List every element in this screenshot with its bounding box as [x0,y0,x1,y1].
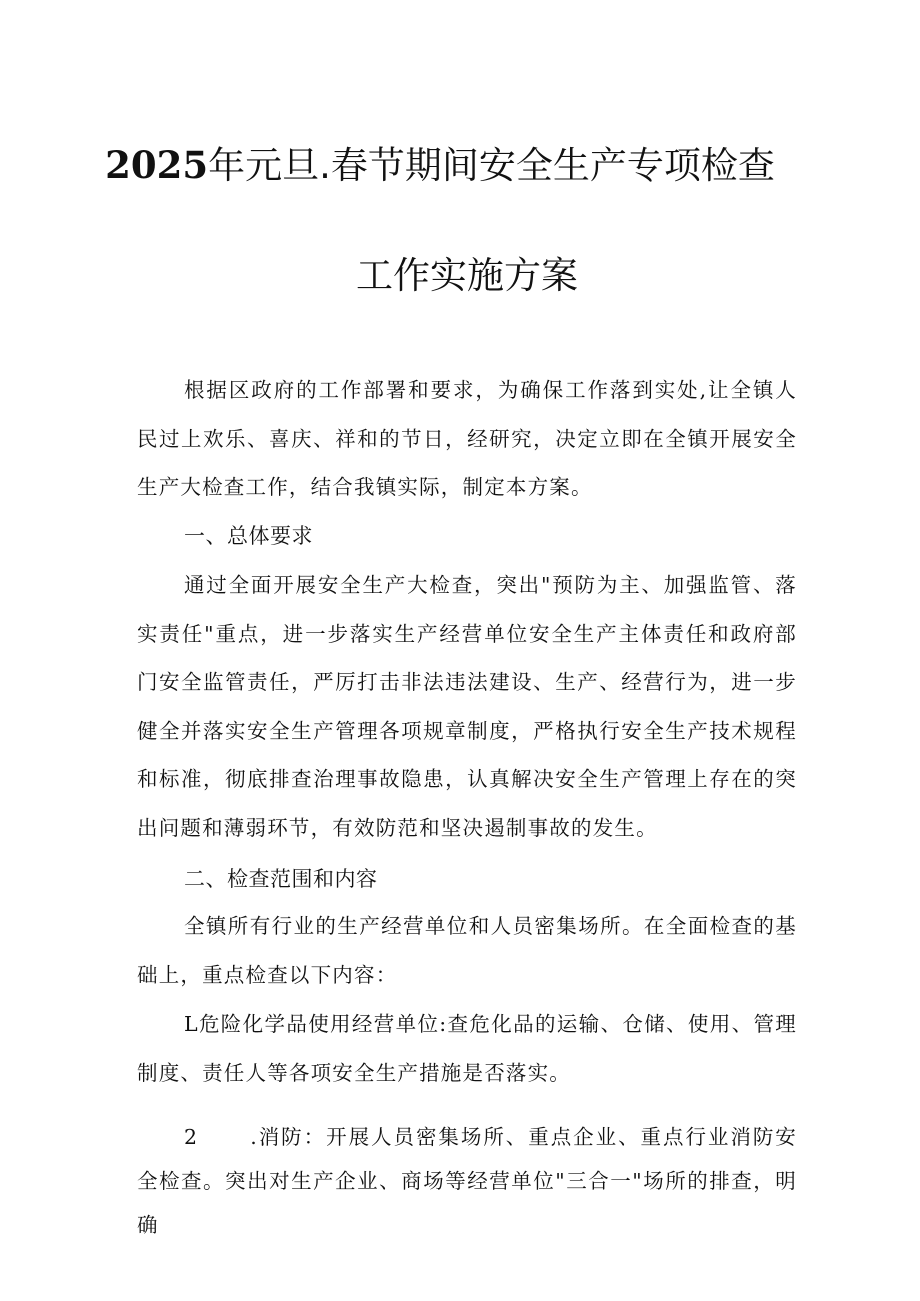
list-item-2-number: 2 [184,1125,199,1149]
document-title-line-1 [0,135,900,189]
list-item-2 [137,1115,797,1247]
title-year: 2025 [105,143,209,187]
list-item-1: L危险化学品使用经营单位:查危化品的运输、仓储、使用、管理制度、责任人等各项安全生产措施是否落实。 [137,1012,797,1085]
section-2-body: 全镇所有行业的生产经营单位和人员密集场所。在全面检查的基础上，重点检查以下内容： [137,914,797,987]
section-1-heading: 一、总体要求 [184,524,313,548]
intro-paragraph: 根据区政府的工作部署和要求，为确保工作落到实处,让全镇人民过上欢乐、喜庆、祥和的节日，经研究，决定立即在全镇开展安全生产大检查工作，结合我镇实际，制定本方案。 [137,378,797,499]
document-title-line-2: 工作实施方案 [356,254,578,297]
title-text: 年元旦.春节期间安全生产专项检查 [208,144,775,187]
list-item-2-body: .消防：开展人员密集场所、重点企业、重点行业消防安全检查。突出对生产企业、商场等经营单位"三合一"场所的排查，明确 [137,1125,797,1237]
section-1-body: 通过全面开展安全生产大检查，突出"预防为主、加强监管、落实责任"重点，进一步落实生产经营单位安全生产主体责任和政府部门安全监管责任，严厉打击非法违法建设、生产、经营行为，进一步健全并落实安全生产管理各项规章制度，严格执行安全生产技术规程和标准，彻底排查治理事故隐患，认真解决安全生产管理上存在的突出问题和薄弱环节，有效防范和坚决遏制事故的发生。 [137,573,797,840]
section-2-heading: 二、检查范围和内容 [184,867,378,891]
